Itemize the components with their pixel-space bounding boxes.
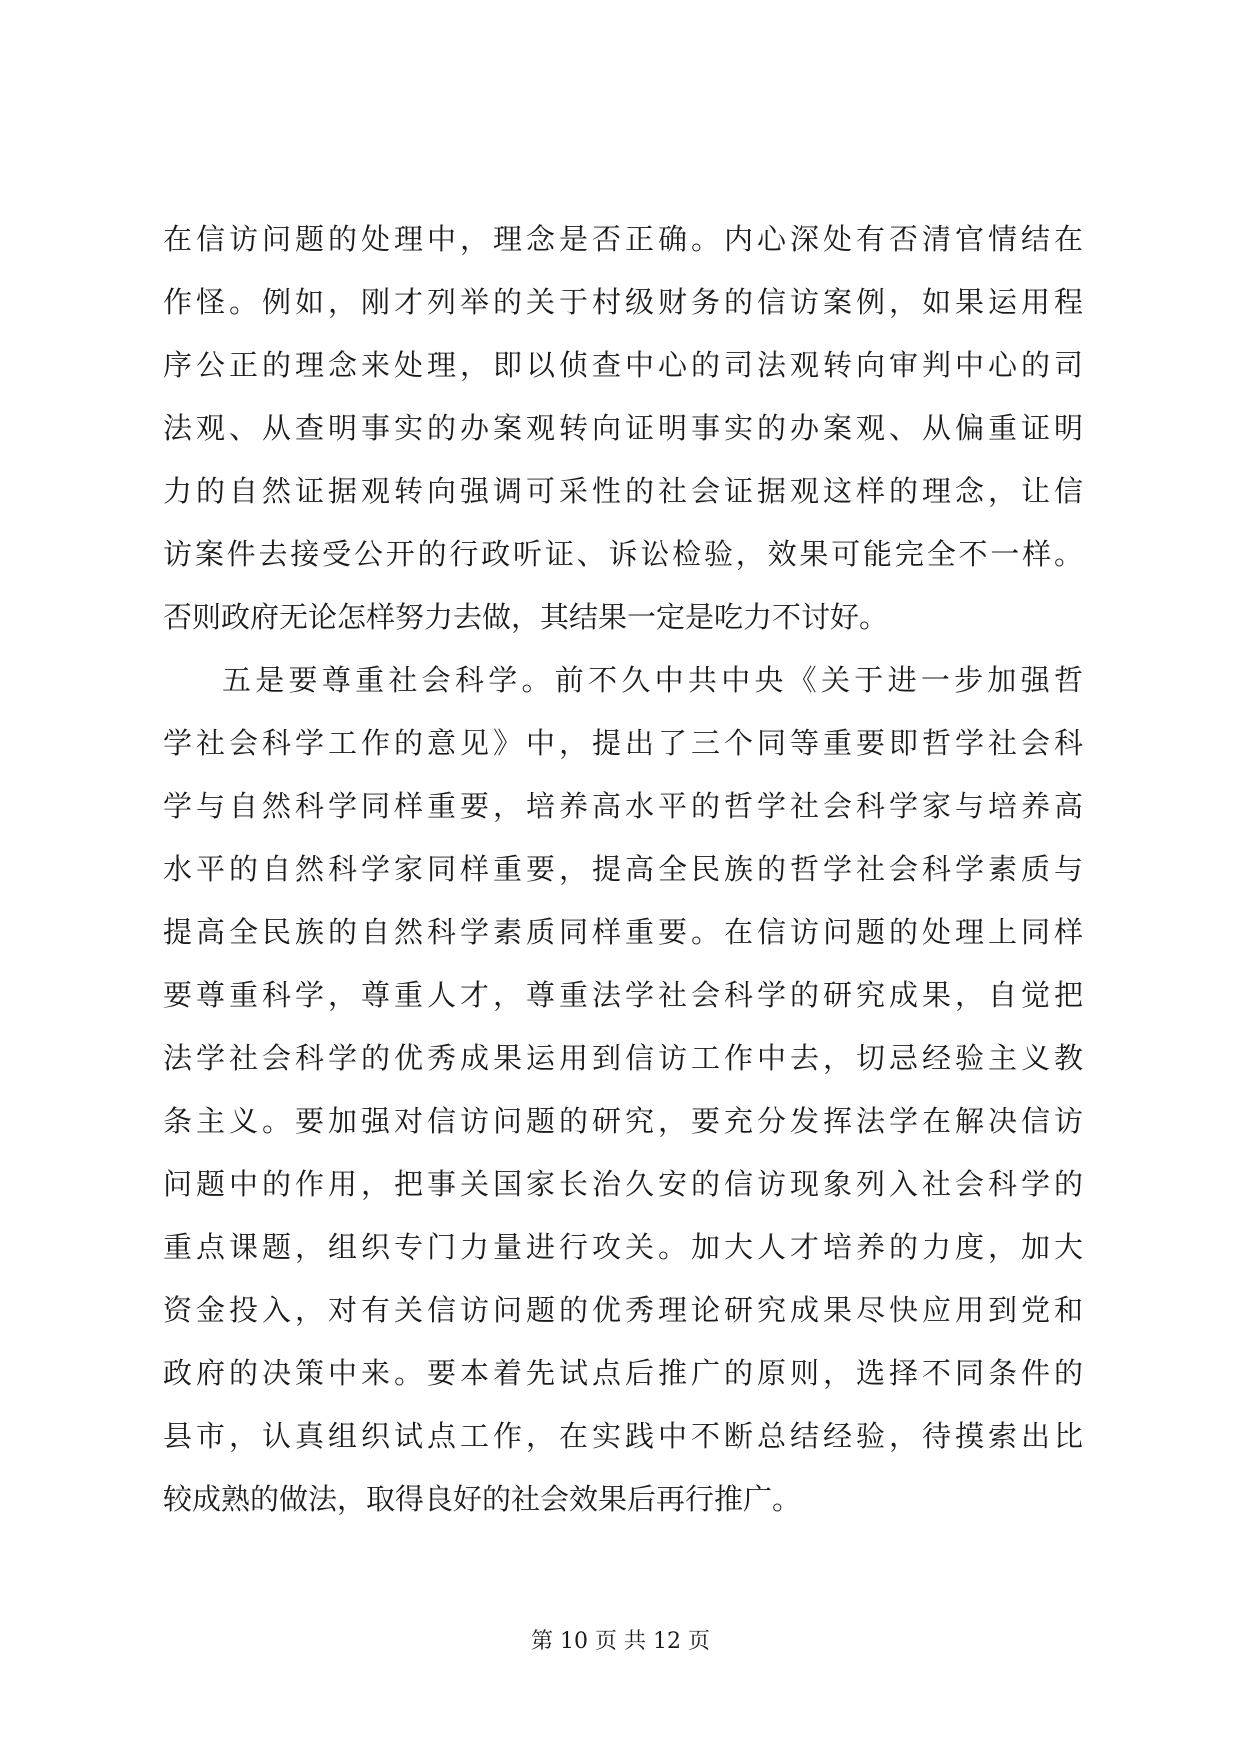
text-line: 学社会科学工作的意见》中，提出了三个同等重要即哲学社会科: [163, 726, 1083, 760]
text-line: 资金投入，对有关信访问题的优秀理论研究成果尽快应用到党和: [163, 1293, 1083, 1327]
text-line: 较成熟的做法，取得良好的社会效果后再行推广。: [163, 1482, 802, 1516]
text-line: 访案件去接受公开的行政听证、诉讼检验，效果可能完全不一样。: [163, 537, 1083, 571]
text-line: 水平的自然科学家同样重要，提高全民族的哲学社会科学素质与: [163, 852, 1083, 886]
text-line: 提高全民族的自然科学素质同样重要。在信访问题的处理上同样: [163, 915, 1083, 949]
text-line: 学与自然科学同样重要，培养高水平的哲学社会科学家与培养高: [163, 789, 1083, 823]
text-line: 否则政府无论怎样努力去做，其结果一定是吃力不讨好。: [163, 600, 889, 634]
text-line: 作怪。例如，刚才列举的关于村级财务的信访案例，如果运用程: [163, 285, 1083, 319]
paragraph-1: [163, 208, 1083, 649]
text-line: 问题中的作用，把事关国家长治久安的信访现象列入社会科学的: [163, 1167, 1083, 1201]
text-line: 条主义。要加强对信访问题的研究，要充分发挥法学在解决信访: [163, 1104, 1083, 1138]
page-footer: 第 10 页 共 12 页: [531, 1629, 710, 1654]
text-line: 县市，认真组织试点工作，在实践中不断总结经验，待摸索出比: [163, 1419, 1083, 1453]
text-line: 在信访问题的处理中，理念是否正确。内心深处有否清官情结在: [163, 222, 1083, 256]
text-line: 力的自然证据观转向强调可采性的社会证据观这样的理念，让信: [163, 474, 1083, 508]
text-line: 要尊重科学，尊重人才，尊重法学社会科学的研究成果，自觉把: [163, 978, 1083, 1012]
text-line: 五是要尊重社会科学。前不久中共中央《关于进一步加强哲: [222, 663, 1083, 697]
text-line: 重点课题，组织专门力量进行攻关。加大人才培养的力度，加大: [163, 1230, 1083, 1264]
paragraph-2: [163, 649, 1083, 1531]
text-line: 法学社会科学的优秀成果运用到信访工作中去，切忌经验主义教: [163, 1041, 1083, 1075]
text-line: 法观、从查明事实的办案观转向证明事实的办案观、从偏重证明: [163, 411, 1083, 445]
text-line: 序公正的理念来处理，即以侦查中心的司法观转向审判中心的司: [163, 348, 1083, 382]
body-text: [163, 208, 1083, 1531]
text-line: 政府的决策中来。要本着先试点后推广的原则，选择不同条件的: [163, 1356, 1083, 1390]
